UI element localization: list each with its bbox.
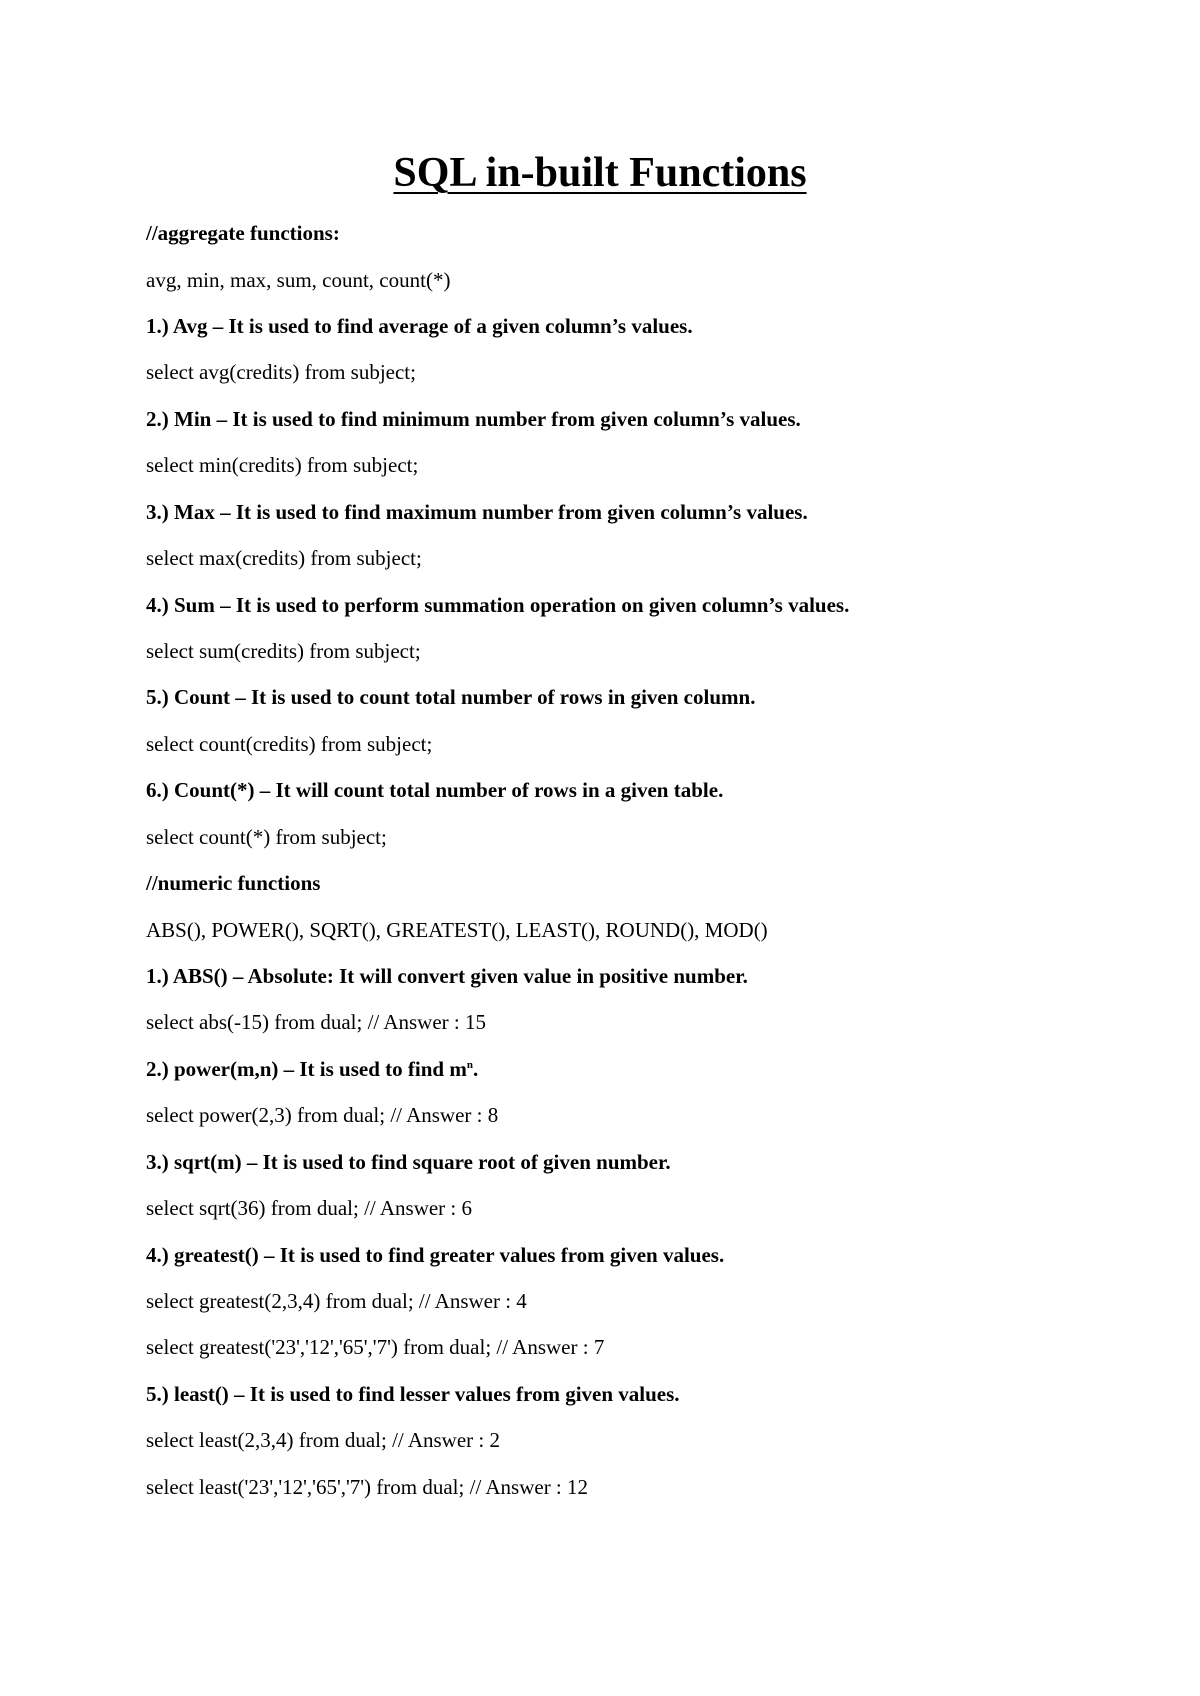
- aggregate-item-code: select max(credits) from subject;: [146, 546, 422, 570]
- aggregate-item-heading: 6.) Count(*) – It will count total number of rows in a given table.: [146, 778, 724, 802]
- numeric-item-heading-power: [146, 1056, 478, 1082]
- numeric-item-code-abs: select abs(-15) from dual; // Answer : 15: [146, 1010, 486, 1034]
- aggregate-item-code: select min(credits) from subject;: [146, 453, 419, 477]
- aggregate-section-heading: //aggregate functions:: [146, 221, 340, 245]
- aggregate-item-heading: 1.) Avg – It is used to find average of a given column’s values.: [146, 314, 693, 338]
- numeric-item-code-least-2: select least('23','12','65','7') from dual; // Answer : 12: [146, 1475, 589, 1499]
- numeric-item-heading-sqrt: 3.) sqrt(m) – It is used to find square root of given number.: [146, 1150, 671, 1174]
- aggregate-item-code: select avg(credits) from subject;: [146, 360, 416, 384]
- aggregate-item-code: select count(*) from subject;: [146, 825, 387, 849]
- power-superscript: n: [466, 1059, 473, 1071]
- numeric-item-heading-least: 5.) least() – It is used to find lesser values from given values.: [146, 1382, 680, 1406]
- numeric-section-heading: //numeric functions: [146, 871, 321, 895]
- numeric-item-code-greatest-2: select greatest('23','12','65','7') from dual; // Answer : 7: [146, 1335, 605, 1359]
- numeric-item-code-sqrt: select sqrt(36) from dual; // Answer : 6: [146, 1196, 473, 1220]
- aggregate-function-list: avg, min, max, sum, count, count(*): [146, 268, 451, 292]
- aggregate-item-code: select count(credits) from subject;: [146, 732, 433, 756]
- numeric-item-heading-abs: 1.) ABS() – Absolute: It will convert given value in positive number.: [146, 964, 748, 988]
- aggregate-item-heading: 2.) Min – It is used to find minimum number from given column’s values.: [146, 407, 801, 431]
- page-title: SQL in-built Functions: [393, 150, 807, 196]
- numeric-item-code-power: select power(2,3) from dual; // Answer : 8: [146, 1103, 499, 1127]
- aggregate-item-heading: 3.) Max – It is used to find maximum number from given column’s values.: [146, 500, 808, 524]
- numeric-item-code-greatest-1: select greatest(2,3,4) from dual; // Answer : 4: [146, 1289, 527, 1313]
- aggregate-item-heading: 5.) Count – It is used to count total number of rows in given column.: [146, 685, 756, 709]
- numeric-item-heading-greatest: 4.) greatest() – It is used to find greater values from given values.: [146, 1243, 725, 1267]
- power-heading-end: .: [472, 1057, 479, 1081]
- numeric-item-code-least-1: select least(2,3,4) from dual; // Answer : 2: [146, 1428, 500, 1452]
- power-heading-text: 2.) power(m,n) – It is used to find m: [146, 1057, 467, 1081]
- numeric-function-list: ABS(), POWER(), SQRT(), GREATEST(), LEAST(), ROUND(), MOD(): [146, 918, 768, 942]
- aggregate-item-code: select sum(credits) from subject;: [146, 639, 421, 663]
- aggregate-item-heading: 4.) Sum – It is used to perform summation operation on given column’s values.: [146, 593, 850, 617]
